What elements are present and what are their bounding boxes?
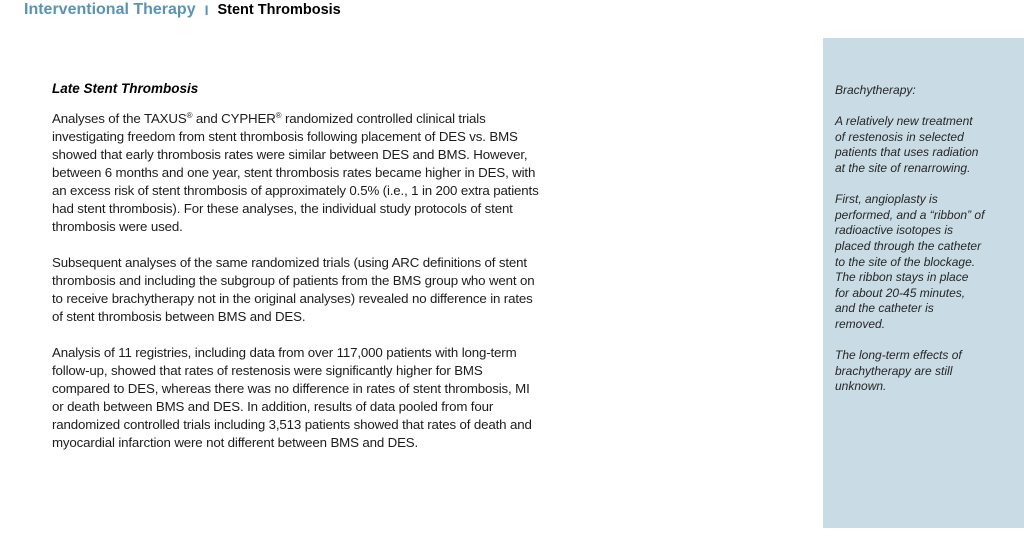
header-separator: I [204,2,209,18]
article-paragraph-1 [52,110,544,236]
article-paragraph-3: Analysis of 11 registries, including data from over 117,000 patients with long-term follow-up, showed that rates of restenosis were significantly higher for BMS compared to DES, whereas there was no difference in rates of stent thrombosis, MI or death between BMS and DES. In addition, results of data pooled from four randomized controlled trials including 3,513 patients showed that rates of death and myocardial infarction were not different between BMS and DES. [52,345,532,450]
section-title: Interventional Therapy [24,1,196,18]
article-paragraph-2: Subsequent analyses of the same randomized trials (using ARC definitions of stent thrombosis and including the subgroup of patients from the BMS group who went on to receive brachytherapy not in the original analyses) revealed no difference in rates of stent thrombosis between BMS and DES. [52,255,535,324]
p1-text-c: randomized controlled clinical trials investigating freedom from stent thrombosis following placement of DES vs. BMS showed that early thrombosis rates were similar between DES and BMS. However, between 6 months and one year, stent thrombosis rates became higher in DES, with an excess risk of stent thrombosis of approximately 0.5% (i.e., 1 in 200 extra patients had stent thrombosis). For these analyses, the individual study protocols of stent thrombosis were used. [52,111,539,234]
page-header [24,0,341,22]
sidebar-panel [823,38,1024,528]
sidebar-paragraph-2: First, angioplasty is performed, and a “ribbon” of radioactive isotopes is placed through the catheter to the site of the blockage. The ribbon stays in place for about 20-45 minutes, and the catheter is removed. [835,192,985,331]
article-heading: Late Stent Thrombosis [52,81,199,96]
sidebar-text [835,83,985,410]
p1-text-b: and CYPHER [192,111,276,126]
sidebar-paragraph-1: A relatively new treatment of restenosis in selected patients that uses radiation at the site of renarrowing. [835,114,979,175]
registered-mark: ® [275,111,282,120]
registered-mark: ® [186,111,193,120]
article-body [52,80,544,470]
p1-text-a: Analyses of the TAXUS [52,111,187,126]
sidebar-title: Brachytherapy: [835,83,916,97]
page-title: Stent Thrombosis [217,2,341,18]
sidebar-paragraph-3: The long-term effects of brachytherapy are still unknown. [835,348,962,394]
